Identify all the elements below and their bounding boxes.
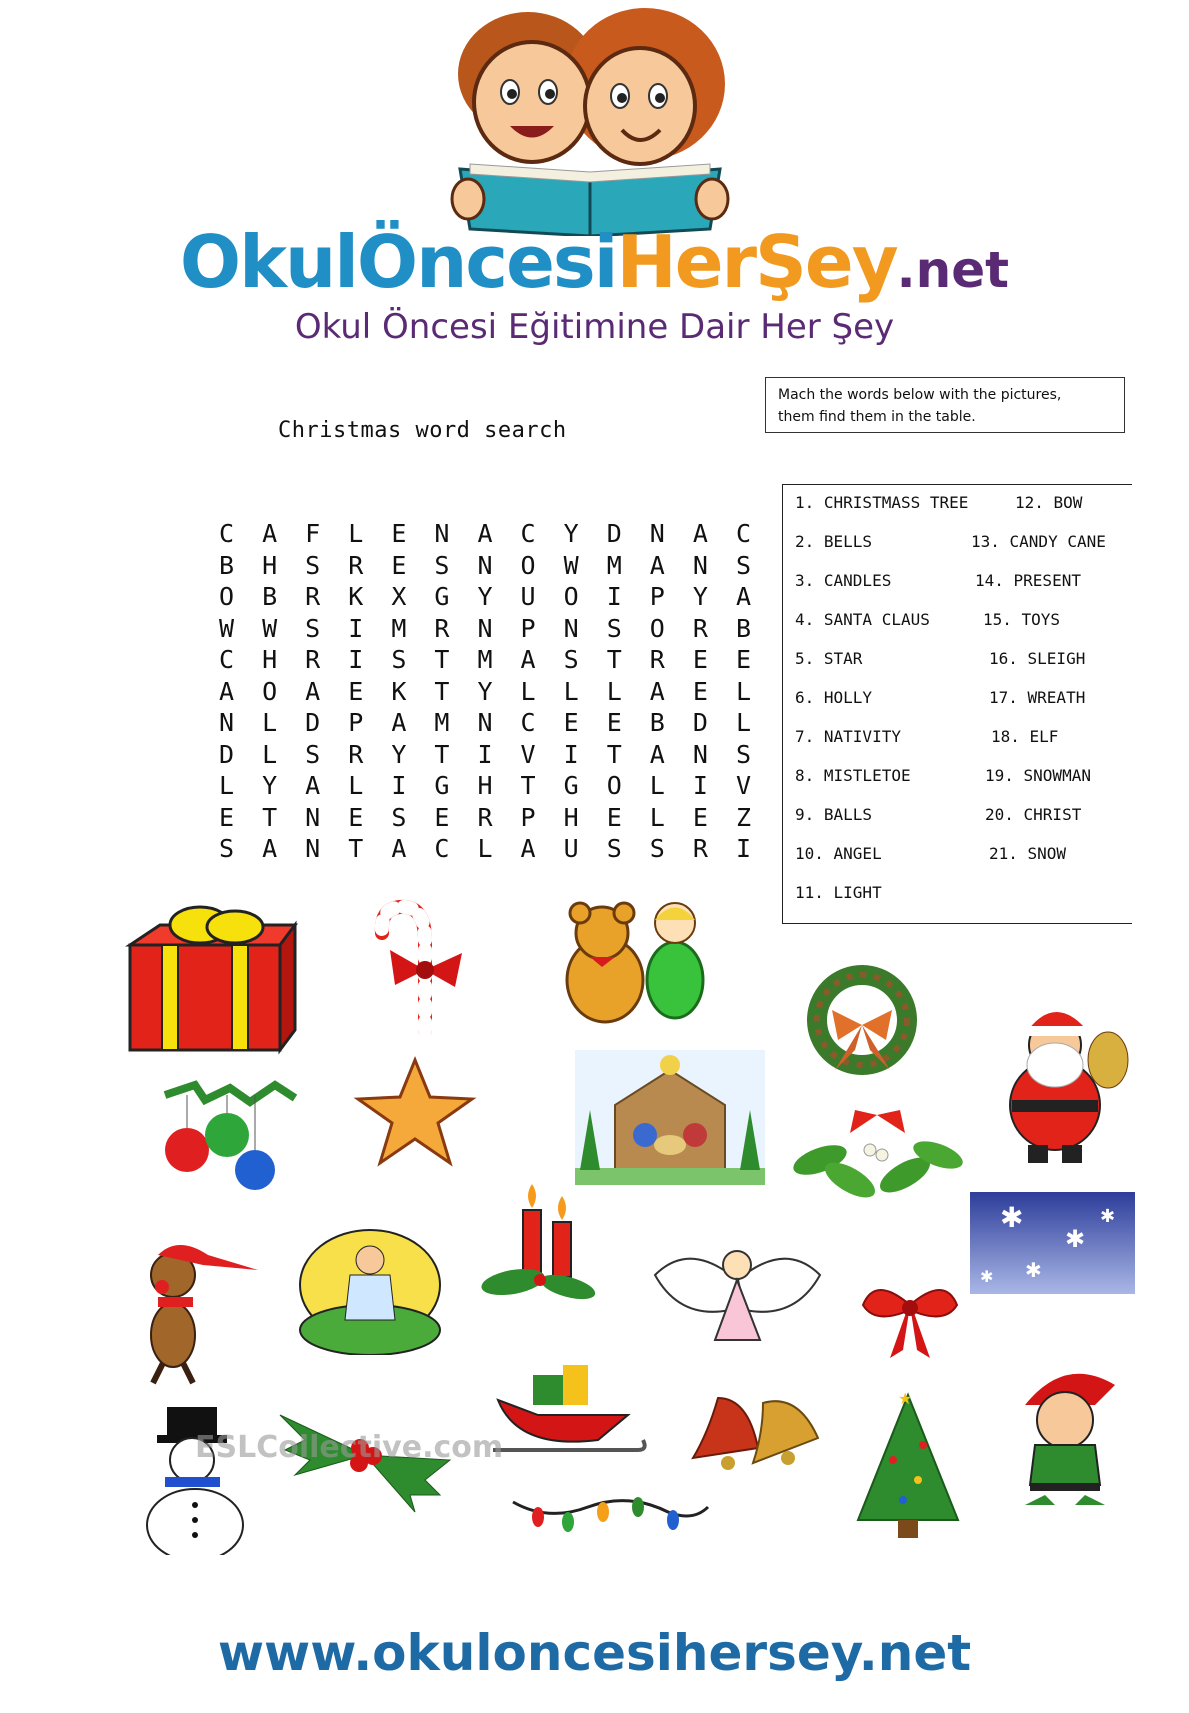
instructions-line-1: Mach the words below with the pictures,	[778, 387, 1062, 403]
grid-letter: E	[563, 708, 579, 737]
grid-letter: D	[692, 708, 708, 737]
christmas-tree-image	[848, 1390, 968, 1540]
grid-row	[205, 833, 765, 865]
grid-letter: A	[477, 519, 493, 548]
grid-letter: N	[219, 708, 235, 737]
grid-row	[205, 613, 765, 645]
grid-letter: O	[606, 771, 622, 800]
grid-row	[205, 676, 765, 708]
grid-letter: T	[262, 802, 278, 832]
grid-letter: N	[692, 739, 708, 769]
word-list-item: 6. HOLLY	[795, 688, 873, 707]
grid-letter: E	[606, 802, 622, 832]
grid-row	[205, 739, 765, 771]
svg-text:✱: ✱	[1100, 1206, 1116, 1227]
word-search-grid	[205, 518, 765, 865]
grid-letter: E	[692, 802, 708, 832]
grid-letter: S	[649, 834, 665, 863]
word-list-item: 7. NATIVITY	[795, 727, 901, 746]
grid-letter: M	[434, 708, 450, 737]
word-list-item: 19. SNOWMAN	[985, 766, 1091, 785]
grid-letter: I	[692, 771, 708, 800]
grid-letter: A	[391, 708, 407, 737]
bow-image	[855, 1280, 965, 1360]
grid-letter: R	[348, 550, 364, 580]
grid-letter: T	[520, 771, 536, 800]
grid-letter: T	[434, 676, 450, 706]
christ-image	[295, 1225, 445, 1355]
grid-letter: G	[434, 582, 450, 611]
grid-letter: E	[219, 802, 235, 832]
bells-image	[688, 1378, 828, 1478]
grid-letter: C	[219, 519, 235, 548]
wreath-image	[800, 965, 925, 1080]
grid-letter: S	[434, 550, 450, 580]
grid-letter: L	[735, 708, 751, 737]
grid-letter: I	[348, 645, 364, 674]
grid-letter: L	[606, 676, 622, 706]
grid-letter: O	[520, 550, 536, 580]
grid-row	[205, 644, 765, 676]
grid-letter: P	[520, 802, 536, 832]
grid-letter: Y	[391, 739, 407, 769]
grid-letter: N	[477, 613, 493, 643]
grid-letter: I	[391, 771, 407, 800]
grid-letter: S	[606, 613, 622, 643]
word-list-item: 9. BALLS	[795, 805, 873, 824]
grid-letter: E	[692, 645, 708, 674]
grid-letter: M	[391, 613, 407, 643]
grid-letter: H	[563, 802, 579, 832]
instructions-box	[765, 377, 1125, 433]
grid-letter: S	[305, 739, 321, 769]
site-tagline: Okul Öncesi Eğitimine Dair Her Şey	[294, 307, 895, 347]
instructions-line-2: them find them in the table.	[778, 409, 976, 425]
grid-row	[205, 707, 765, 739]
nativity-image	[575, 1050, 765, 1185]
grid-letter: C	[735, 519, 751, 548]
word-list-item: 4. SANTA CLAUS	[795, 610, 930, 629]
candles-image	[478, 1182, 598, 1302]
grid-row	[205, 550, 765, 582]
grid-letter: A	[262, 834, 278, 863]
grid-letter: R	[477, 802, 493, 832]
grid-letter: W	[563, 550, 579, 580]
grid-letter: O	[262, 676, 278, 706]
grid-letter: Y	[262, 771, 278, 800]
grid-letter: P	[348, 708, 364, 737]
word-list-box	[782, 484, 1132, 924]
santa-claus-image	[990, 1000, 1130, 1165]
grid-row	[205, 802, 765, 834]
grid-letter: U	[520, 582, 536, 611]
grid-letter: L	[348, 519, 364, 548]
grid-letter: R	[434, 613, 450, 643]
grid-letter: C	[434, 834, 450, 863]
grid-letter: Y	[477, 676, 493, 706]
grid-letter: L	[477, 834, 493, 863]
grid-letter: K	[391, 676, 407, 706]
elf-image	[1005, 1365, 1130, 1515]
word-list-item: 5. STAR	[795, 649, 863, 668]
grid-letter: S	[391, 645, 407, 674]
grid-letter: A	[305, 771, 321, 800]
grid-letter: S	[305, 550, 321, 580]
brand-part-okuloncesi: OkulÖncesi	[179, 220, 617, 304]
grid-letter: W	[262, 613, 278, 643]
grid-letter: R	[305, 582, 321, 611]
grid-letter: K	[348, 582, 364, 611]
grid-row	[205, 581, 765, 613]
grid-letter: B	[649, 708, 665, 737]
grid-letter: L	[520, 676, 536, 706]
grid-letter: L	[735, 676, 751, 706]
grid-letter: N	[305, 802, 321, 832]
grid-letter: A	[520, 834, 536, 863]
grid-letter: E	[434, 802, 450, 832]
grid-letter: R	[649, 645, 665, 674]
grid-letter: B	[735, 613, 751, 643]
word-list-item: 16. SLEIGH	[989, 649, 1086, 668]
grid-letter: M	[606, 550, 622, 580]
lights-image	[508, 1482, 713, 1547]
word-list-item: 20. CHRIST	[985, 805, 1082, 824]
grid-letter: S	[391, 802, 407, 832]
grid-letter: H	[262, 645, 278, 674]
grid-letter: L	[649, 802, 665, 832]
brand-part-hersey: HerŞey	[616, 220, 897, 304]
svg-text:✱: ✱	[1000, 1201, 1024, 1234]
grid-letter: G	[563, 771, 579, 800]
word-list-item: 8. MISTLETOE	[795, 766, 911, 785]
grid-letter: I	[735, 834, 751, 863]
grid-letter: A	[649, 550, 665, 580]
grid-letter: S	[305, 613, 321, 643]
grid-letter: F	[305, 519, 321, 548]
grid-letter: E	[391, 550, 407, 580]
grid-letter: N	[692, 550, 708, 580]
word-list-item: 11. LIGHT	[795, 883, 882, 902]
grid-letter: O	[563, 582, 579, 611]
grid-letter: C	[520, 708, 536, 737]
grid-letter: N	[649, 519, 665, 548]
brand-part-net: .net	[896, 241, 1010, 299]
word-list-item: 12. BOW	[1015, 493, 1083, 512]
grid-letter: A	[649, 676, 665, 706]
grid-letter: L	[219, 771, 235, 800]
grid-letter: P	[520, 613, 536, 643]
grid-letter: R	[305, 645, 321, 674]
grid-letter: B	[219, 550, 235, 580]
grid-letter: V	[735, 771, 751, 800]
grid-letter: G	[434, 771, 450, 800]
grid-letter: I	[563, 739, 579, 769]
grid-letter: S	[563, 645, 579, 674]
grid-letter: L	[563, 676, 579, 706]
grid-letter: I	[477, 739, 493, 769]
grid-letter: E	[606, 708, 622, 737]
word-list-item: 21. SNOW	[989, 844, 1067, 863]
grid-letter: C	[219, 645, 235, 674]
grid-letter: S	[735, 739, 751, 769]
grid-letter: T	[434, 739, 450, 769]
grid-letter: A	[692, 519, 708, 548]
grid-letter: T	[434, 645, 450, 674]
grid-letter: E	[735, 645, 751, 674]
grid-letter: D	[219, 739, 235, 769]
grid-letter: M	[477, 645, 493, 674]
angel-image	[650, 1240, 825, 1345]
grid-letter: P	[649, 582, 665, 611]
grid-letter: N	[563, 613, 579, 643]
christmas-balls-image	[155, 1080, 300, 1195]
grid-letter: A	[219, 676, 235, 706]
grid-letter: Y	[692, 582, 708, 611]
star-image	[350, 1055, 480, 1170]
grid-letter: D	[606, 519, 622, 548]
grid-letter: T	[606, 739, 622, 769]
grid-letter: A	[391, 834, 407, 863]
grid-letter: T	[606, 645, 622, 674]
grid-letter: L	[262, 739, 278, 769]
present-gift-image	[120, 905, 300, 1055]
grid-letter: A	[649, 739, 665, 769]
word-list-item: 14. PRESENT	[975, 571, 1081, 590]
mistletoe-image	[790, 1105, 965, 1210]
grid-letter: A	[305, 676, 321, 706]
reindeer-image	[118, 1235, 268, 1385]
grid-letter: D	[305, 708, 321, 737]
grid-letter: E	[692, 676, 708, 706]
grid-letter: B	[262, 582, 278, 611]
word-list-item: 1. CHRISTMASS TREE	[795, 493, 969, 512]
grid-letter: S	[735, 550, 751, 580]
word-list-item: 17. WREATH	[989, 688, 1086, 707]
footer-website-url: www.okuloncesihersey.net	[217, 1624, 972, 1682]
svg-text:✱: ✱	[1025, 1258, 1042, 1282]
snowman-image	[135, 1405, 260, 1555]
snow-image	[970, 1192, 1135, 1294]
site-brand-logo	[0, 220, 1189, 304]
grid-letter: A	[520, 645, 536, 674]
grid-row	[205, 770, 765, 802]
grid-letter: N	[477, 550, 493, 580]
grid-letter: S	[606, 834, 622, 863]
svg-text:★: ★	[898, 1390, 913, 1408]
grid-letter: L	[262, 708, 278, 737]
word-list-item: 13. CANDY CANE	[971, 532, 1106, 551]
grid-letter: E	[348, 802, 364, 832]
grid-letter: R	[692, 613, 708, 643]
svg-text:✱: ✱	[1065, 1225, 1086, 1253]
grid-letter: W	[219, 613, 235, 643]
kids-reading-logo-image	[440, 4, 740, 236]
grid-letter: V	[520, 739, 536, 769]
svg-text:✱: ✱	[980, 1267, 994, 1286]
grid-letter: E	[391, 519, 407, 548]
watermark-text: ESLCollective.com	[195, 1430, 504, 1465]
grid-letter: T	[348, 834, 364, 863]
grid-letter: L	[649, 771, 665, 800]
grid-letter: N	[434, 519, 450, 548]
grid-letter: E	[348, 676, 364, 706]
grid-letter: S	[219, 834, 235, 863]
grid-letter: H	[262, 550, 278, 580]
grid-letter: A	[735, 582, 751, 611]
word-list-item: 10. ANGEL	[795, 844, 882, 863]
grid-letter: I	[348, 613, 364, 643]
grid-letter: O	[219, 582, 235, 611]
grid-letter: A	[262, 519, 278, 548]
word-search-title: Christmas word search	[278, 418, 567, 443]
word-list-item: 2. BELLS	[795, 532, 873, 551]
word-list-item: 3. CANDLES	[795, 571, 892, 590]
candy-cane-image	[370, 895, 470, 1035]
grid-letter: Z	[735, 802, 751, 832]
grid-letter: C	[520, 519, 536, 548]
grid-letter: N	[477, 708, 493, 737]
grid-letter: O	[649, 613, 665, 643]
word-list-item: 15. TOYS	[983, 610, 1061, 629]
grid-letter: X	[391, 582, 407, 611]
sleigh-image	[488, 1355, 648, 1460]
grid-letter: Y	[563, 519, 579, 548]
grid-letter: R	[348, 739, 364, 769]
grid-letter: U	[563, 834, 579, 863]
toys-image	[550, 895, 720, 1030]
grid-letter: L	[348, 771, 364, 800]
grid-letter: R	[692, 834, 708, 863]
grid-letter: N	[305, 834, 321, 863]
grid-letter: Y	[477, 582, 493, 611]
grid-letter: H	[477, 771, 493, 800]
word-list-item: 18. ELF	[991, 727, 1059, 746]
grid-letter: I	[606, 582, 622, 611]
grid-row	[205, 518, 765, 550]
